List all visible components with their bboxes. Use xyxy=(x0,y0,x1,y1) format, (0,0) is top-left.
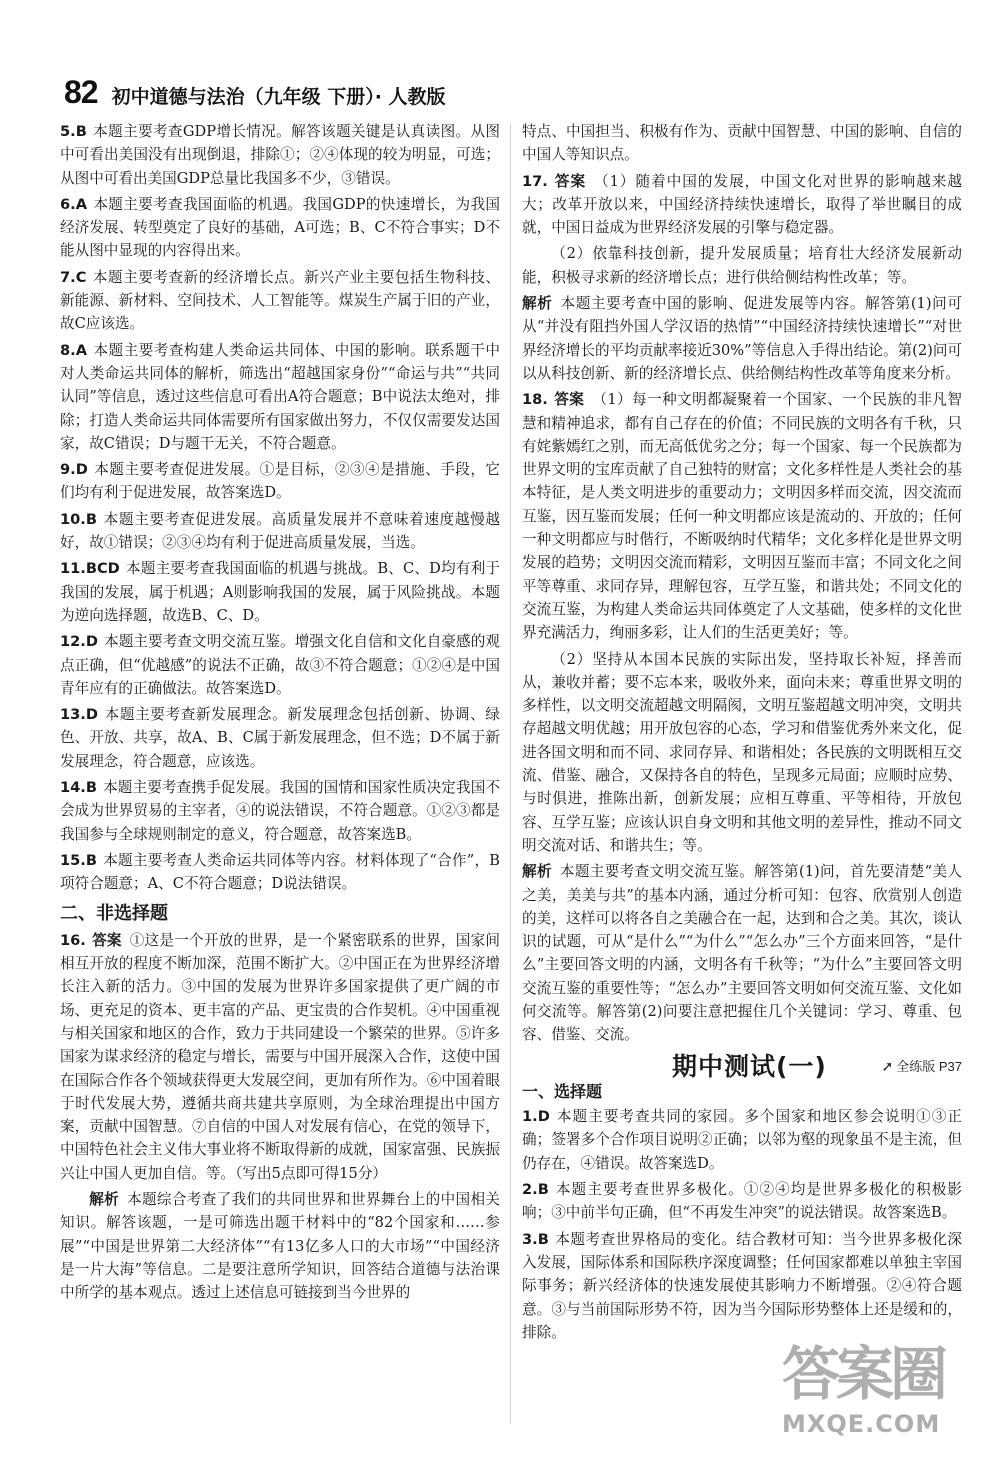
answer-tag: 答案 xyxy=(553,172,587,190)
page-reference xyxy=(882,1055,962,1078)
question-number: 6.A xyxy=(60,195,87,213)
answer-explanation: 本题主要考查促进发展。高质量发展并不意味着速度越慢越好，故①错误；②③④均有利于促进高质量发展，当选。 xyxy=(60,510,500,552)
answer-explanation: 本题主要考查GDP增长情况。解答该题关键是认真读图。从图中可看出美国没有出现倒退，排除①；②④体现的较为明显，可选；从图中可看出美国GDP总量比我国多不少，③错误。 xyxy=(60,123,500,187)
left-column xyxy=(60,120,500,1308)
exam-title: 期中测试(一) xyxy=(672,1051,827,1081)
watermark-url: MXQE.COM xyxy=(782,1410,941,1438)
page-number: 82 xyxy=(64,74,98,110)
answer-explanation: 本题主要考查人类命运共同体等内容。材料体现了“合作”，B项符合题意；A、C不符合题意；D说法错误。 xyxy=(60,851,500,893)
choice-answers-list xyxy=(60,120,500,896)
answer-tag: 答案 xyxy=(91,931,122,949)
question-number: 9.D xyxy=(60,461,88,479)
answer-tag: 答案 xyxy=(553,391,585,409)
paper-plane-icon: ➚ xyxy=(881,1057,894,1074)
answer-explanation: 本题主要考查我国面临的机遇。我国GDP的快速增长，为我国经济发展、转型奠定了良好的基础，A可选；B、C不符合事实；D不能从图中显现的内容得出来。 xyxy=(60,195,500,260)
answer-explanation: 本题主要考查构建人类命运共同体、中国的影响。联系题干中对人类命运共同体的解析，筛选出“超越国家身份”“命运与共”“共同认同”等信息，透过这些信息可看出A符合题意；B中说法太绝对，排除；打造人类命运共同体需要所有国家做出努力，不仅仅需要发达国家，故C错误；D与题干无关，不符合题意。 xyxy=(60,341,500,452)
question-18-analysis xyxy=(522,860,962,1046)
question-number: 10.B xyxy=(60,510,97,528)
question-number: 5.B xyxy=(60,123,87,140)
question-number: 11.BCD xyxy=(60,560,120,578)
answer-item xyxy=(522,1105,962,1175)
right-column xyxy=(522,120,962,1347)
answer-text-part2: （2）坚持从本国本民族的实际出发，坚持取长补短，择善而从，兼收并蓄；要不忘本来，吸收外来，面向未来；尊重世界文明的多样性，以文明交流超越文明隔阂，文明互鉴超越文明冲突，文明共存超越文明优越；用开放包容的心态，学习和借鉴优秀外来文化，促进各国文明和而不同、求同存异、和谐相处；各民族的文明既相互交流、借鉴、融合，又保持各自的特色，呈现多元局面；应顺时应势、与时俱进，推陈出新，创新发展；应相互尊重、平等相待，开放包容、互学互鉴；应该认识自身文明和其他文明的差异性，推动不同文明交流对话、和谐共生；等。 xyxy=(522,650,962,854)
exam-title-row xyxy=(522,1051,962,1081)
analysis-tag: 解析 xyxy=(522,863,552,881)
question-number: 18. xyxy=(522,391,548,409)
answer-item xyxy=(60,458,500,505)
answer-item xyxy=(60,630,500,700)
analysis-tag: 解析 xyxy=(89,1191,120,1209)
answer-text: ①这是一个开放的世界，是一个紧密联系的世界，国家间相互开放的程度不断加深，范围不断扩大。②中国正在为世界经济增长注入新的活力。③中国的发展为世界许多国家提供了更广阔的市场、更充足的资本、更丰富的产品、更宝贵的合作契机。④中国重视与相关国家和地区的合作，致力于共同建设一个繁荣的世界。⑤许多国家为谋求经济的稳定与增长，需要与中国开展深入合作，这使中国在国际合作各个领域获得更大发展空间，更加有所作为。⑥中国着眼于时代发展大势，遵循共商共建共享原则，为全球治理提出中国方案，贡献中国智慧。⑦自信的中国人对发展有信心，在党的领导下，中国特色社会主义伟大事业将不断取得新的成就，国家富强、民族振兴让中国人更加自信。等。（写出5点即可得15分） xyxy=(60,931,500,1182)
question-number: 13.D xyxy=(60,706,98,724)
question-number: 8.A xyxy=(60,341,87,359)
answer-item xyxy=(60,120,500,190)
answer-item xyxy=(60,266,500,336)
answer-explanation: 本题主要考查新的经济增长点。新兴产业主要包括生物科技、新能源、新材料、空间技术、人工智能等。煤炭生产属于旧的产业，故C应该选。 xyxy=(60,268,500,333)
answer-item xyxy=(60,849,500,896)
answer-explanation: 本题主要考查新发展理念。新发展理念包括创新、协调、绿色、开放、共享，故A、B、C属于新发展理念，但不选；D不属于新发展理念，符合题意，应该选。 xyxy=(60,706,500,770)
answer-text-part1: （1）随着中国的发展，中国文化对世界的影响越来越大；改革开放以来，中国经济持续快速增长，取得了举世瞩目的成就，中国日益成为世界经济发展的引擎与稳定器。 xyxy=(522,172,962,237)
question-number: 12.D xyxy=(60,633,98,651)
page-header xyxy=(64,74,944,114)
answer-explanation: 本题主要考查共同的家园。多个国家和地区参会说明①③正确；签署多个合作项目说明②正确；以邻为壑的现象虽不是主流，但仍存在，④错误。故答案选D。 xyxy=(522,1108,962,1172)
question-number: 15.B xyxy=(60,851,97,869)
exam-choice-answers-list xyxy=(522,1105,962,1344)
watermark-logo-text: 答案圈 xyxy=(782,1340,945,1408)
answer-explanation: 本题主要考查文明交流互鉴。增强文化自信和文化自豪感的观点正确，但“优越感”的说法不正确，故③不符合题意；①②④是中国青年应有的正确做法。故答案选D。 xyxy=(60,633,500,697)
question-number: 3.B xyxy=(522,1230,549,1248)
question-number: 7.C xyxy=(60,268,87,286)
continuation-text: 特点、中国担当、积极有作为、贡献中国智慧、中国的影响、自信的中国人等知识点。 xyxy=(522,123,962,164)
analysis-text: 本题综合考查了我们的共同世界和世界舞台上的中国相关知识。解答该题，一是可筛选出题干材料中的“82个国家和……参展”“中国是世界第二大经济体”“有13亿多人口的大市场”“中国经济是一片大海”等信息。二是要注意所学知识，回答结合道德与法治课中所学的基本观点。透过上述信息可链接到当今世界的 xyxy=(60,1191,500,1302)
book-title: 初中道德与法治（九年级 下册）· 人教版 xyxy=(111,86,446,108)
answer-item xyxy=(60,193,500,263)
answer-text-part1: （1）每一种文明都凝聚着一个国家、一个民族的非凡智慧和精神追求，都有自己存在的价值；不同民族的文明各有千秋，只有姹紫嫣红之别，而无高低优劣之分；每一个国家、每一个民族都为世界文明的宝库贡献了自己独特的财富；文化多样性是人类社会的基本特征，是人类文明进步的重要动力；文明因多样而交流，因交流而互鉴，因互鉴而发展；任何一种文明都应该是流动的、开放的；任何一种文明都应与时偕行，不断吸纳时代精华；文化多样化是世界文明发展的趋势；文明因交流而精彩，文明因互鉴而丰富；不同文化之间平等尊重、求同存异，理解包容，互学互鉴，和谐共处；不同文化的交流互鉴，为构建人类命运共同体奠定了人文基础，使多样的文化世界充满活力，绚丽多彩，让人们的生活更美好；等。 xyxy=(522,391,962,642)
analysis-text: 本题主要考查中国的影响、促进发展等内容。解答第(1)问可从“并没有阻挡外国人学汉语的热情”“中国经济持续快速增长”“对世界经济增长的平均贡献率接近30%”等信息入手得出结论。第(2)问可以从科技创新、新的经济增长点、供给侧结构性改革等角度来分析。 xyxy=(522,295,963,382)
answer-item xyxy=(60,703,500,773)
question-number: 17. xyxy=(522,172,548,190)
answer-explanation: 本题主要考查携手促发展。我国的国情和国家性质决定我国不会成为世界贸易的主宰者，④的说法错误，不符合题意。①②③都是我国参与全球规则制定的意义，符合题意，故答案选B。 xyxy=(60,779,500,843)
question-number: 16. xyxy=(60,931,86,949)
analysis-tag: 解析 xyxy=(522,295,553,313)
page-reference-text: 全练版 P37 xyxy=(896,1058,962,1074)
question-17-analysis xyxy=(522,292,962,385)
answer-explanation: 本题主要考查我国面临的机遇与挑战。B、C、D均有利于我国的发展，属于机遇；A则影响我国的发展，属于风险挑战。本题为逆向选择题，故选B、C、D。 xyxy=(60,560,500,624)
question-number: 14.B xyxy=(60,779,97,797)
question-16-analysis xyxy=(60,1188,500,1304)
answer-text-part2: （2）依靠科技创新，提升发展质量；培育壮大经济发展新动能，积极寻求新的经济增长点；进行供给侧结构性改革；等。 xyxy=(522,245,962,286)
question-16 xyxy=(60,929,500,1185)
answer-item xyxy=(60,508,500,555)
answer-explanation: 本题主要考查促进发展。①是目标，②③④是措施、手段，它们均有利于促进发展，故答案选D。 xyxy=(60,461,500,502)
answer-explanation: 本题考查世界格局的变化。结合教材可知：当今世界多极化深入发展，国际体系和国际秩序深度调整；任何国家都难以单独主宰国际事务；新兴经济体的快速发展使其影响力不断增强。②④符合题意。③与当前国际形势不符，因为当今国际形势整体上还是缓和的，排除。 xyxy=(522,1230,962,1341)
question-number: 1.D xyxy=(522,1108,550,1126)
answer-item xyxy=(60,776,500,846)
watermark xyxy=(782,1342,992,1462)
section-heading-non-choice: 二、非选择题 xyxy=(60,902,168,924)
question-17 xyxy=(522,170,962,240)
answer-item xyxy=(522,1178,962,1225)
analysis-text: 本题主要考查文明交流互鉴。解答第(1)问，首先要清楚“美人之美，美美与共”的基本内涵，通过分析可知：包容、欣赏别人创造的美，这样可以将各自之美融合在一起，达到和合之美。其次，谈认识的试题，可从“是什么”“为什么”“怎么办”三个方面来回答，“是什么”主要回答文明的内涵，文明各有千秋等；“为什么”主要回答文明交流互鉴的重要性等；“怎么办”主要回答文明如何交流互鉴、文化如何交流等。解答第(2)问要注意把握住几个关键词：学习、尊重、包容、借鉴、交流。 xyxy=(522,863,962,1044)
answer-explanation: 本题主要考查世界多极化。①②④均是世界多极化的积极影响；③中前半句正确，但“不再发生冲突”的说法错误。故答案选B。 xyxy=(522,1181,962,1222)
question-number: 2.B xyxy=(522,1181,549,1199)
answer-item xyxy=(522,1228,962,1344)
answer-item xyxy=(60,557,500,627)
section-heading-choice: 一、选择题 xyxy=(522,1081,603,1101)
column-divider xyxy=(510,124,511,1424)
question-18 xyxy=(522,388,962,644)
answer-item xyxy=(60,339,500,455)
